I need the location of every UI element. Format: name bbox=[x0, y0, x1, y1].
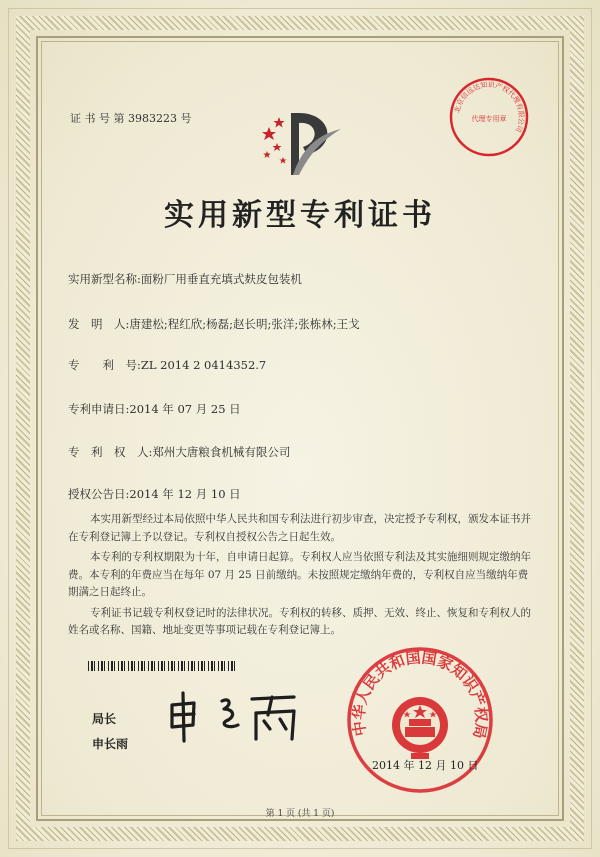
field-patent-number bbox=[68, 357, 266, 373]
patent-office-logo-icon bbox=[255, 105, 347, 180]
director-name: 申长雨 bbox=[92, 737, 129, 751]
field-label: 专 利 权 人: bbox=[68, 445, 153, 459]
seal-date: 2014 年 12 月 10 日 bbox=[372, 759, 479, 772]
national-emblem-icon bbox=[392, 697, 448, 759]
field-application-date bbox=[68, 401, 241, 417]
agency-stamp-text: 北京信远达知识产权代理有限公司 bbox=[453, 80, 526, 134]
handwritten-signature bbox=[160, 685, 310, 745]
field-grant-date bbox=[68, 486, 241, 502]
agency-stamp-center: 代理专用章 bbox=[471, 115, 507, 123]
field-value: 郑州大唐粮食机械有限公司 bbox=[152, 445, 291, 459]
page-number: 第 1 页 (共 1 页) bbox=[265, 809, 335, 819]
director-title: 局长 bbox=[92, 712, 117, 726]
field-value: 面粉厂用垂直充填式麸皮包装机 bbox=[140, 272, 302, 286]
national-seal-text: 中华人民共和国国家知识产权局 bbox=[349, 648, 491, 741]
body-paragraph: 本实用新型经过本局依照中华人民共和国专利法进行初步审查，决定授予专利权，颁发本证书并在专利登记簿上予以登记。专利权自授权公告之日起生效。 bbox=[68, 513, 532, 543]
field-value: ZL 2014 2 0414352.7 bbox=[140, 358, 267, 372]
field-value: 2014 年 12 月 10 日 bbox=[129, 487, 241, 501]
field-inventors bbox=[68, 316, 360, 332]
certificate-title: 实用新型专利证书 bbox=[164, 198, 436, 233]
field-patentee bbox=[68, 444, 290, 460]
field-label: 授权公告日: bbox=[68, 487, 130, 501]
field-label: 发 明 人: bbox=[68, 317, 130, 331]
body-paragraph: 专利证书记载专利权登记时的法律状况。专利权的转移、质押、无效、终止、恢复和专利权人的姓名或名称、国籍、地址变更等事项记载在专利登记簿上。 bbox=[68, 606, 532, 636]
certificate-number: 证 书 号 第 3983223 号 bbox=[70, 112, 192, 125]
barcode bbox=[88, 661, 238, 671]
certificate-body bbox=[68, 511, 538, 643]
agency-stamp bbox=[448, 76, 530, 158]
body-paragraph: 本专利的专利权期限为十年，自申请日起算。专利权人应当依照专利法及其实施细则规定缴纳年费。本专利的年费应当在每年 07 月 25 日前缴纳。未按照规定缴纳年费的，专利权自应当缴纳年费期满之日起终止。 bbox=[68, 551, 532, 598]
field-label: 专 利 号: bbox=[68, 358, 141, 372]
field-value: 2014 年 07 月 25 日 bbox=[129, 402, 241, 416]
field-label: 专利申请日: bbox=[68, 402, 130, 416]
field-utility-model-name bbox=[68, 271, 302, 287]
field-label: 实用新型名称: bbox=[68, 272, 141, 286]
field-value: 唐建松;程红欣;杨磊;赵长明;张洋;张栋林;王戈 bbox=[129, 317, 360, 331]
